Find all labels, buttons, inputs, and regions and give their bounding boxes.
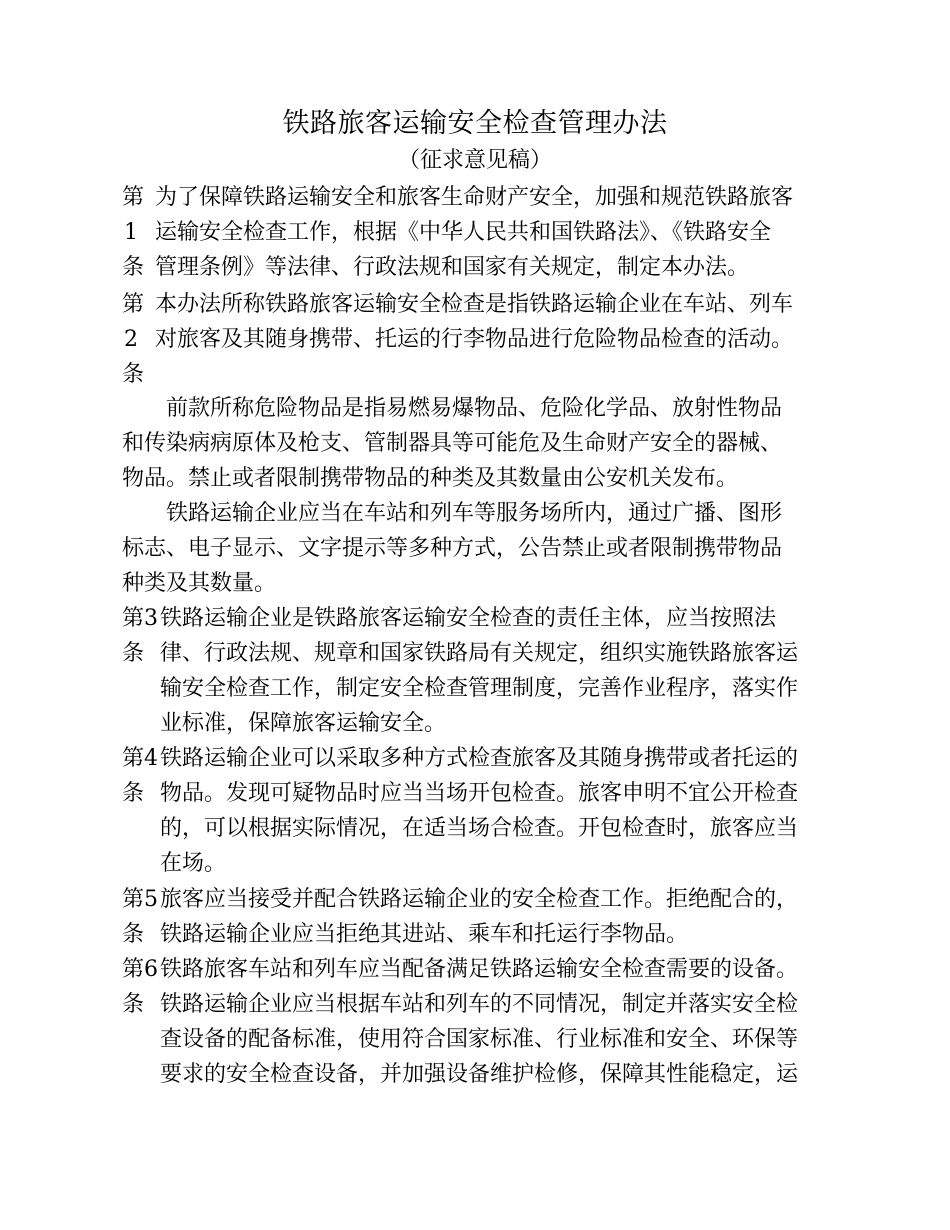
article-line: 律、行政法规、规章和国家铁路局有关规定，组织实施铁路旅客运 [160, 641, 799, 666]
article-marker: 条 [122, 922, 145, 947]
article-marker: 第 [122, 185, 145, 210]
article-line: 查设备的配备标准，使用符合国家标准、行业标准和安全、环保等 [160, 1027, 799, 1052]
article-line: 铁路运输企业应当根据车站和列车的不同情况，制定并落实安全检 [160, 992, 799, 1017]
paragraph-line: 标志、电子显示、文字提示等多种方式，公告禁止或者限制携带物品 [122, 536, 783, 561]
article-marker: 第4 [122, 746, 158, 771]
article-line: 物品。发现可疑物品时应当当场开包检查。旅客申明不宜公开检查 [160, 781, 799, 806]
article-marker: 第3 [122, 606, 158, 631]
document-subtitle: （征求意见稿） [397, 148, 552, 173]
article-marker: 条 [122, 255, 145, 280]
article-line: 运输安全检查工作，根据《中华人民共和国铁路法》、《铁路安全 [155, 220, 772, 245]
article-line: 在场。 [160, 851, 227, 876]
paragraph-line: 铁路运输企业应当在车站和列车等服务场所内，通过广播、图形 [166, 501, 783, 526]
article-line: 本办法所称铁路旅客运输安全检查是指铁路运输企业在车站、列车 [155, 292, 794, 317]
paragraph-line: 物品。禁止或者限制携带物品的种类及其数量由公安机关发布。 [122, 466, 739, 491]
article-marker: 条 [122, 781, 145, 806]
article-marker: 第5 [122, 887, 158, 912]
article-marker: 第6 [122, 957, 158, 982]
article-line: 铁路运输企业可以采取多种方式检查旅客及其随身携带或者托运的 [160, 746, 799, 771]
article-line: 铁路旅客车站和列车应当配备满足铁路运输安全检查需要的设备。 [160, 957, 799, 982]
article-line: 铁路运输企业应当拒绝其进站、乘车和托运行李物品。 [160, 922, 689, 947]
article-line: 业标准，保障旅客运输安全。 [160, 711, 447, 736]
article-marker: 1 [124, 220, 138, 245]
article-marker: 第 [122, 292, 145, 317]
article-marker: 条 [122, 641, 145, 666]
paragraph-line: 和传染病病原体及枪支、管制器具等可能危及生命财产安全的器械、 [122, 431, 783, 456]
paragraph-line: 种类及其数量。 [122, 571, 277, 596]
article-marker: 条 [122, 362, 145, 387]
article-line: 输安全检查工作，制定安全检查管理制度，完善作业程序，落实作 [160, 676, 799, 701]
paragraph-line: 前款所称危险物品是指易燃易爆物品、危险化学品、放射性物品 [166, 396, 783, 421]
article-line: 为了保障铁路运输安全和旅客生命财产安全，加强和规范铁路旅客 [155, 185, 794, 210]
article-marker: 条 [122, 992, 145, 1017]
article-line: 旅客应当接受并配合铁路运输企业的安全检查工作。拒绝配合的， [160, 887, 799, 912]
article-line: 铁路运输企业是铁路旅客运输安全检查的责任主体，应当按照法 [160, 606, 777, 631]
document-title: 铁路旅客运输安全检查管理办法 [282, 108, 668, 139]
article-line: 的，可以根据实际情况，在适当场合检查。开包检查时，旅客应当 [160, 816, 799, 841]
article-line: 管理条例》等法律、行政法规和国家有关规定，制定本办法。 [155, 255, 750, 280]
article-marker: 2 [124, 327, 138, 352]
article-line: 对旅客及其随身携带、托运的行李物品进行危险物品检查的活动。 [155, 327, 794, 352]
article-line: 要求的安全检查设备，并加强设备维护检修，保障其性能稳定，运 [160, 1062, 799, 1087]
